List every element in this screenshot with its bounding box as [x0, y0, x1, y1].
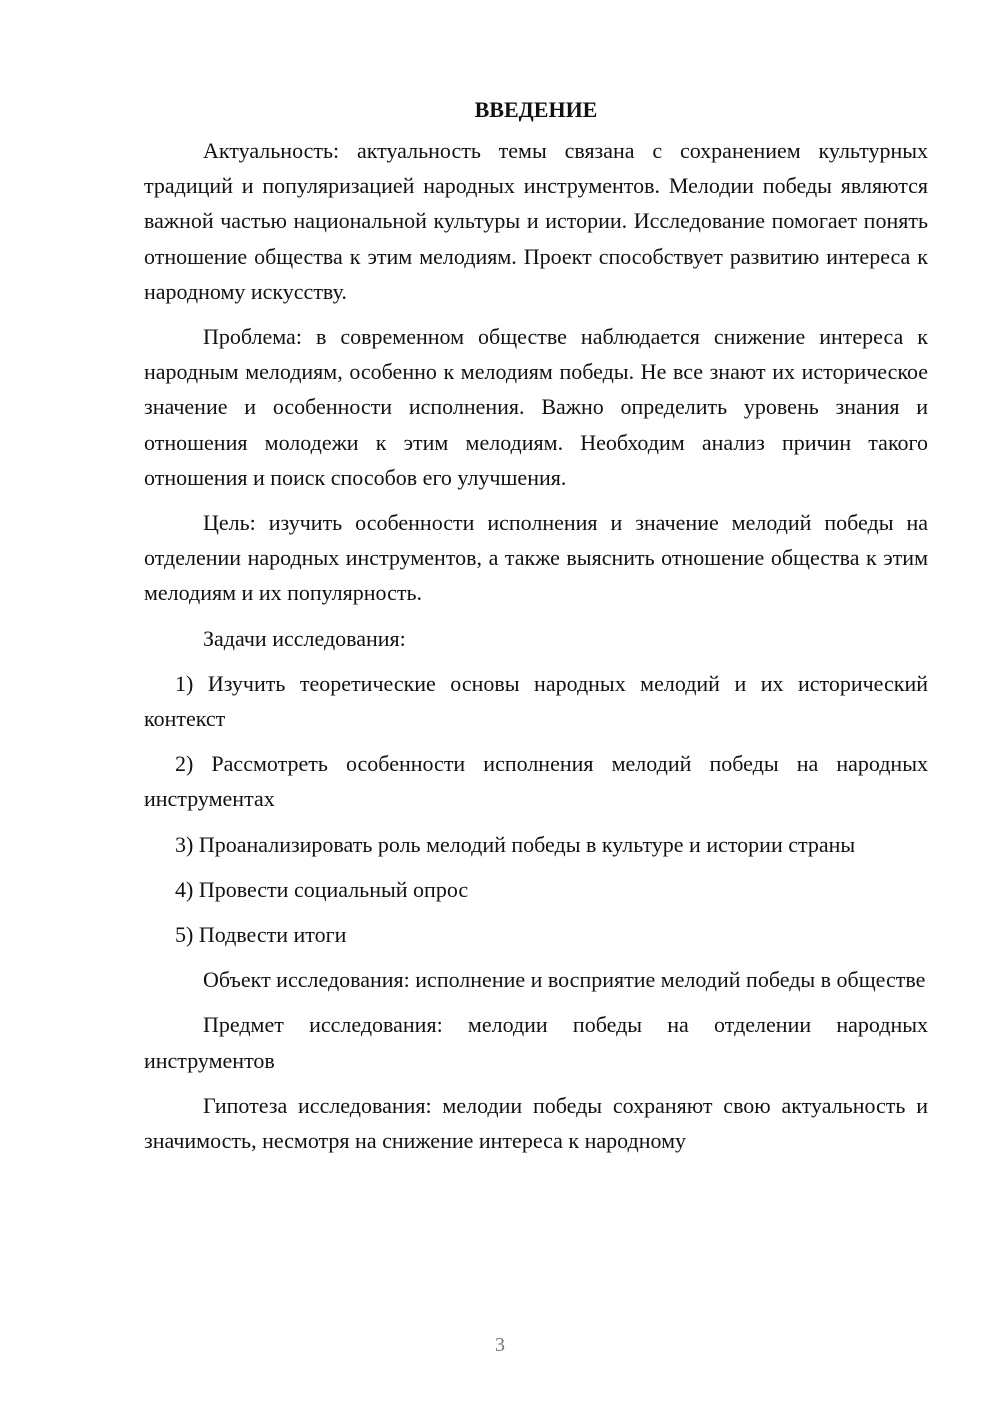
task-item: 2) Рассмотреть особенности исполнения мелодий победы на народных инструментах	[144, 751, 928, 812]
page-content	[144, 92, 928, 1168]
paragraph-goal: Цель: изучить особенности исполнения и значение мелодий победы на отделении народных инструментов, а также выяснить отношение общества к этим мелодиям и их популярность.	[144, 510, 928, 606]
paragraph-relevance: Актуальность: актуальность темы связана с сохранением культурных традиций и популяризацией народных инструментов. Мелодии победы являются важной частью национальной культуры и истории. Исследование помогает понять отношение общества к этим мелодиям. Проект способствует развитию интереса к народному искусству.	[144, 138, 928, 304]
paragraph-tasks-heading: Задачи исследования:	[203, 625, 406, 651]
paragraph-object: Объект исследования: исполнение и восприятие мелодий победы в обществе	[203, 967, 926, 993]
paragraph-subject: Предмет исследования: мелодии победы на отделении народных инструментов	[144, 1012, 928, 1073]
task-item: 5) Подвести итоги	[175, 922, 347, 948]
section-title: ВВЕДЕНИЕ	[474, 97, 598, 122]
paragraph-hypothesis: Гипотеза исследования: мелодии победы сохраняют свою актуальность и значимость, несмотря на снижение интереса к народному	[144, 1092, 928, 1154]
task-item: 4) Провести социальный опрос	[175, 876, 469, 902]
task-item: 1) Изучить теоретические основы народных мелодий и их исторический контекст	[144, 670, 928, 732]
paragraph-problem: Проблема: в современном обществе наблюдается снижение интереса к народным мелодиям, особенно к мелодиям победы. Не все знают их историческое значение и особенности исполнения. Важно определить уровень знания и отношения молодежи к этим мелодиям. Необходим анализ причин такого отношения и поиск способов его улучшения.	[144, 324, 928, 490]
page-number: 3	[495, 1334, 505, 1356]
task-item: 3) Проанализировать роль мелодий победы в культуре и истории страны	[175, 831, 856, 857]
